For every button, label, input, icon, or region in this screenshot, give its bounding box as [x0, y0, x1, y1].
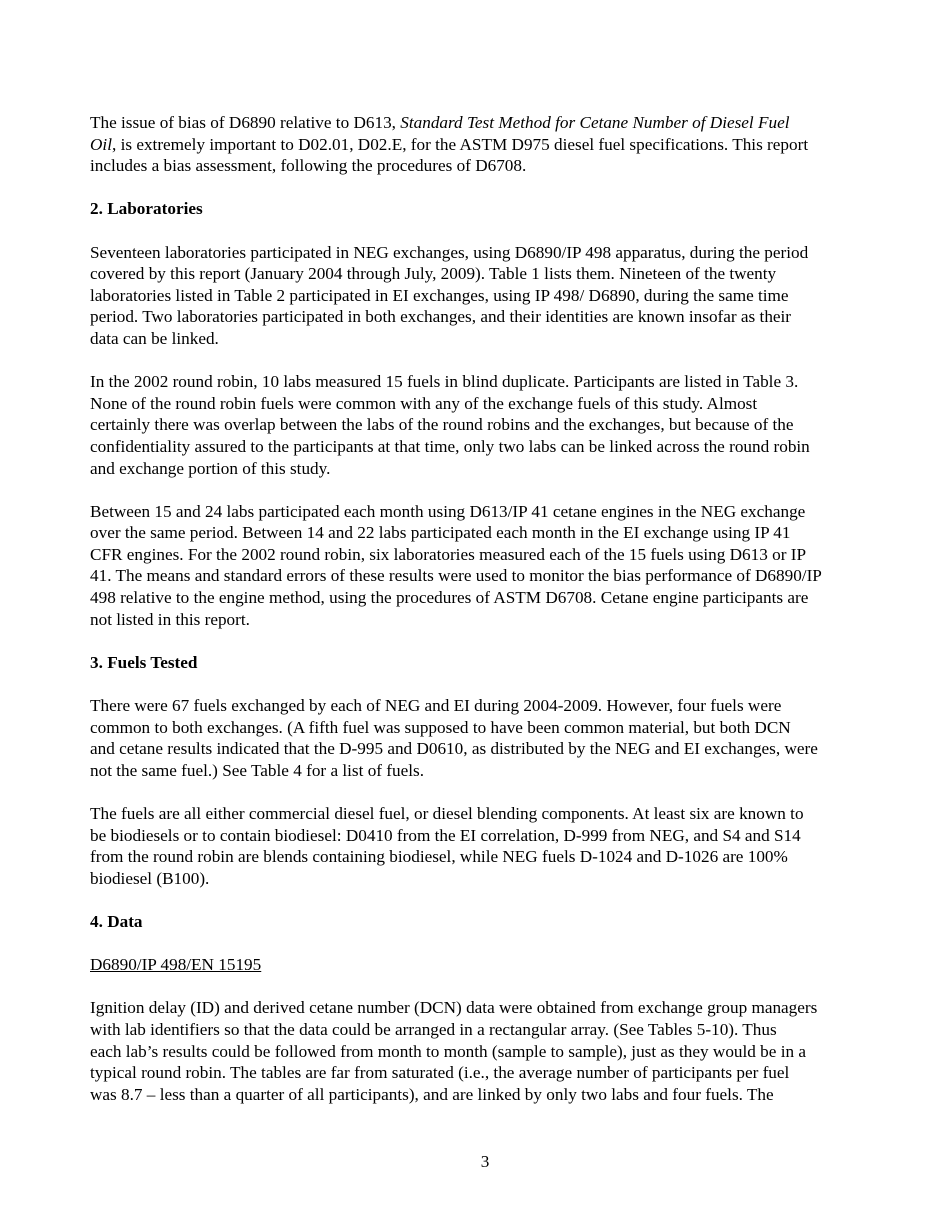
paragraph-line: with lab identifiers so that the data could be arranged in a rectangular array. (See Tables 5-10). Thus — [90, 1019, 777, 1039]
laboratories-paragraph-2 — [90, 371, 890, 479]
subsection-heading-method: D6890/IP 498/EN 15195 — [90, 955, 262, 975]
data-paragraph-1 — [90, 997, 890, 1105]
paragraph-line: 498 relative to the engine method, using the procedures of ASTM D6708. Cetane engine participants are — [90, 588, 809, 608]
paragraph-line: None of the round robin fuels were common with any of the exchange fuels of this study. Almost — [90, 393, 758, 413]
paragraph-line: There were 67 fuels exchanged by each of NEG and EI during 2004-2009. However, four fuels were — [90, 696, 782, 716]
paragraph-line: was 8.7 – less than a quarter of all participants), and are linked by only two labs and four fuels. The — [90, 1084, 774, 1104]
document-page — [90, 112, 890, 1127]
paragraph-line: and cetane results indicated that the D-995 and D0610, as distributed by the NEG and EI exchanges, were — [90, 739, 818, 759]
paragraph-line: common to both exchanges. (A fifth fuel was supposed to have been common material, but both DCN — [90, 717, 791, 737]
laboratories-paragraph-1 — [90, 242, 890, 350]
paragraph-line: from the round robin are blends containing biodiesel, while NEG fuels D-1024 and D-1026 are 100% — [90, 847, 788, 867]
paragraph-line: data can be linked. — [90, 328, 219, 348]
intro-text: , is extremely important to D02.01, D02.E, for the ASTM D975 diesel fuel specifications. This report — [111, 134, 809, 154]
paragraph-line: over the same period. Between 14 and 22 labs participated each month in the EI exchange using IP 41 — [90, 523, 791, 543]
paragraph-line: Seventeen laboratories participated in NEG exchanges, using D6890/IP 498 apparatus, during the period — [90, 242, 809, 262]
paragraph-line: biodiesel (B100). — [90, 868, 210, 888]
paragraph-line: The fuels are all either commercial diesel fuel, or diesel blending components. At least six are known to — [90, 804, 804, 823]
paragraph-line: typical round robin. The tables are far from saturated (i.e., the average number of participants per fuel — [90, 1063, 790, 1083]
paragraph-line: CFR engines. For the 2002 round robin, six laboratories measured each of the 15 fuels using D613 or IP — [90, 544, 807, 564]
paragraph-line: Between 15 and 24 labs participated each month using D613/IP 41 cetane engines in the NEG exchange — [90, 501, 806, 521]
laboratories-paragraph-3 — [90, 501, 890, 631]
intro-line-3: includes a bias assessment, following the procedures of D6708. — [90, 156, 527, 176]
paragraph-line: each lab’s results could be followed from month to month (sample to sample), just as they would be in a — [90, 1041, 806, 1061]
paragraph-line: Ignition delay (ID) and derived cetane number (DCN) data were obtained from exchange group managers — [90, 998, 818, 1018]
fuels-paragraph-2 — [90, 803, 890, 889]
paragraph-line: In the 2002 round robin, 10 labs measured 15 fuels in blind duplicate. Participants are listed in Table 3. — [90, 372, 799, 392]
intro-paragraph — [90, 112, 890, 177]
intro-text: The issue of bias of D6890 relative to D613, — [90, 113, 401, 132]
paragraph-line: certainly there was overlap between the labs of the round robins and the exchanges, but because of the — [90, 415, 794, 435]
intro-line-2 — [90, 134, 890, 156]
paragraph-line: covered by this report (January 2004 through July, 2009). Table 1 lists them. Nineteen of the twenty — [90, 264, 777, 284]
intro-standard-title-cont: Oil — [90, 134, 112, 154]
paragraph-line: be biodiesels or to contain biodiesel: D0410 from the EI correlation, D-999 from NEG, and S4 and S14 — [90, 825, 801, 845]
paragraph-line: not the same fuel.) See Table 4 for a list of fuels. — [90, 760, 425, 780]
page-number: 3 — [480, 1152, 490, 1171]
section-heading-data: 4. Data — [90, 911, 143, 931]
section-heading-laboratories: 2. Laboratories — [90, 199, 203, 219]
paragraph-line: confidentiality assured to the participants at that time, only two labs can be linked across the round robin — [90, 436, 810, 456]
section-heading-fuels-tested: 3. Fuels Tested — [90, 652, 198, 672]
intro-standard-title: Standard Test Method for Cetane Number of Diesel Fuel — [400, 113, 790, 132]
paragraph-line: and exchange portion of this study. — [90, 458, 331, 478]
paragraph-line: laboratories listed in Table 2 participated in EI exchanges, using IP 498/ D6890, during the same time — [90, 285, 789, 305]
paragraph-line: not listed in this report. — [90, 609, 250, 629]
paragraph-line: 41. The means and standard errors of these results were used to monitor the bias performance of D6890/IP — [90, 566, 822, 586]
paragraph-line: period. Two laboratories participated in both exchanges, and their identities are known insofar as their — [90, 307, 792, 327]
fuels-paragraph-1 — [90, 695, 890, 781]
intro-line-1 — [90, 112, 890, 134]
